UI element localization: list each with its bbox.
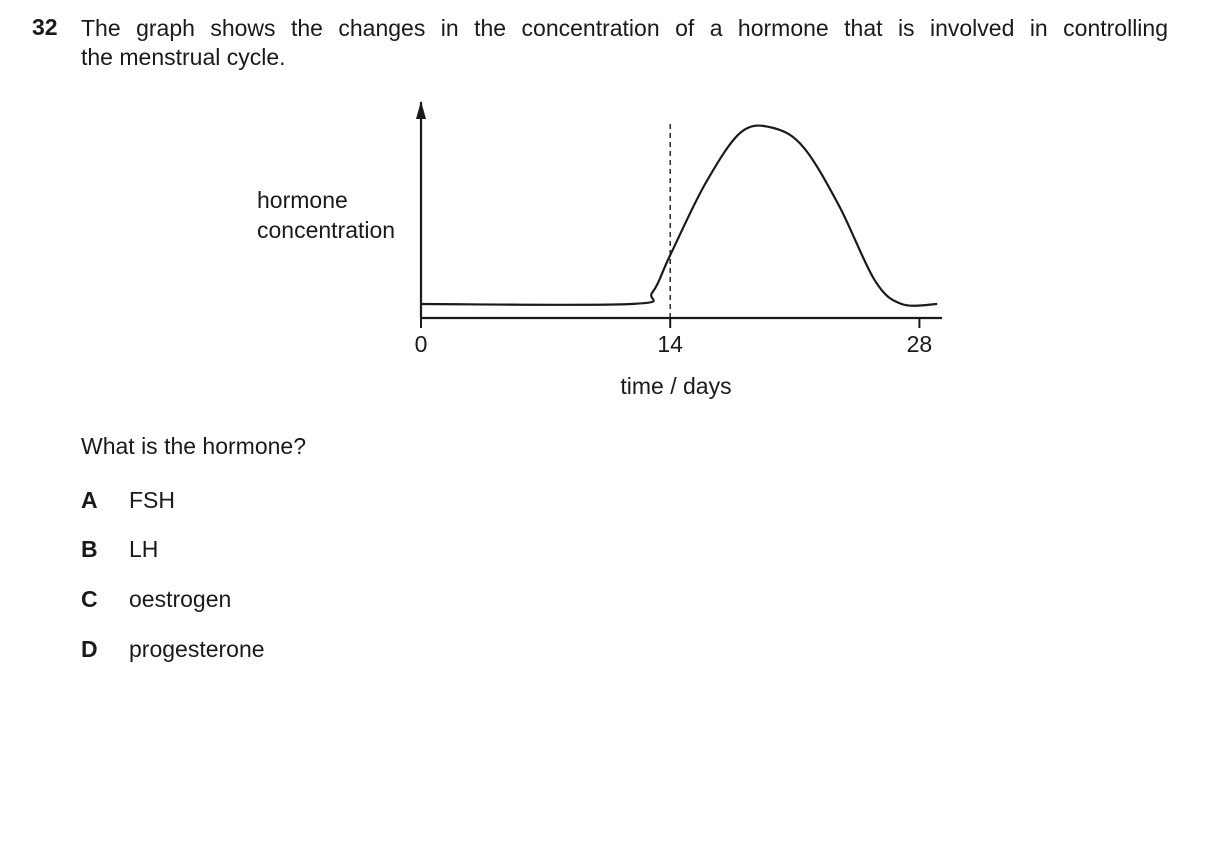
hormone-curve: [421, 126, 937, 306]
option-d-letter: D: [81, 636, 98, 662]
y-axis-label-line-1: hormone: [257, 187, 348, 213]
stem-line-1: The graph shows the changes in the concentration of a hormone that is involved in controlling: [81, 15, 1168, 41]
tick-label-14: 14: [657, 331, 683, 357]
y-axis-arrow-icon: [416, 101, 426, 119]
option-c-letter: C: [81, 586, 98, 612]
tick-label-28: 28: [906, 331, 933, 357]
option-a-text: FSH: [129, 487, 175, 513]
stem-line-2: the menstrual cycle.: [81, 44, 286, 70]
question-number: 32: [32, 14, 58, 40]
option-b-letter: B: [81, 536, 98, 562]
option-b-text: LH: [129, 536, 159, 562]
option-d-text: progesterone: [129, 636, 265, 662]
tick-label-0: 0: [414, 331, 428, 357]
option-c-text: oestrogen: [129, 586, 232, 612]
y-axis-label-line-2: concentration: [257, 217, 396, 243]
x-axis-label: time / days: [620, 373, 732, 399]
question-prompt: What is the hormone?: [81, 433, 307, 459]
option-a-letter: A: [81, 487, 98, 513]
